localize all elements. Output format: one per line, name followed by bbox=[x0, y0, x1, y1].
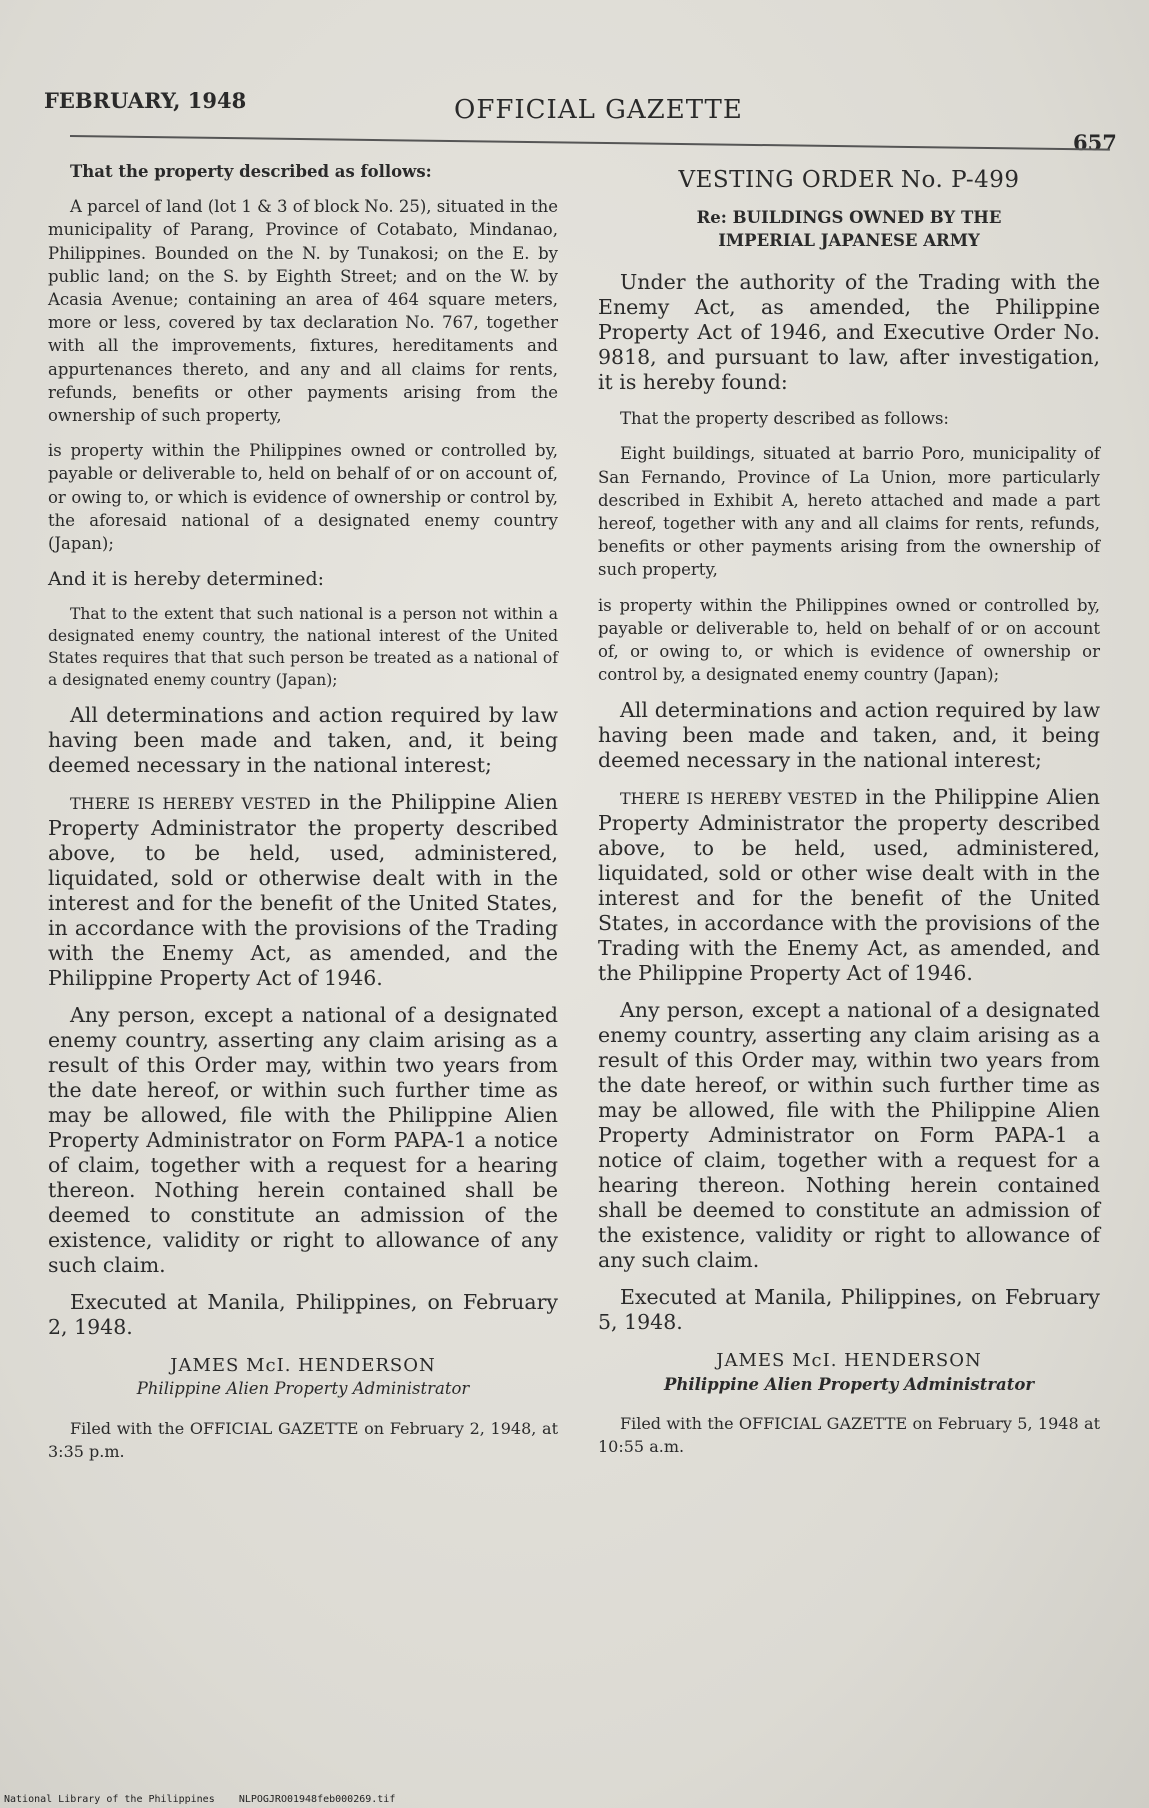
right-intro: That the property described as follows: bbox=[620, 409, 949, 429]
right-property-description: Eight buildings, situated at barrio Poro, municipality of San Fernando, Province of La Union, more particularly described in Exhibit A, hereto attached and made a part hereof, together with any and all claims for rents, refunds, benefits or other payments arising from the ownership of such property, bbox=[598, 444, 1100, 580]
order-re-line1: Re: BUILDINGS OWNED BY THE bbox=[696, 208, 1002, 228]
right-signatory-title: Philippine Alien Property Administrator bbox=[663, 1374, 1035, 1394]
left-signatory-title: Philippine Alien Property Administrator bbox=[136, 1379, 470, 1399]
right-authority: Under the authority of the Trading with the Enemy Act, as amended, the Philippine Property Act of 1946, and Executive Order No. 9818, and pursuant to law, after investigation, it is hereby found: bbox=[598, 270, 1100, 395]
right-all-determinations: All determinations and action required by law having been made and taken, and, it being deemed necessary in the national interest; bbox=[598, 698, 1100, 773]
right-is-property: is property within the Philippines owned or controlled by, payable or deliverable to, held on behalf of or on account of, or owing to, or which is evidence of ownership or control by, a designated enemy country (Japan); bbox=[598, 595, 1100, 685]
right-vested-lead: THERE IS HEREBY VESTED bbox=[620, 789, 858, 809]
order-re bbox=[598, 206, 1100, 252]
left-signatory: JAMES McI. HENDERSON bbox=[170, 1355, 436, 1377]
right-filed: Filed with the OFFICIAL GAZETTE on February 5, 1948 at 10:55 a.m. bbox=[598, 1413, 1100, 1457]
footer-library: National Library of the Philippines bbox=[4, 1794, 215, 1805]
right-vested-text: in the Philippine Alien Property Administrator the property described above, to be held, used, administered, liquidated, sold or other wise dealt with in the interest and for the benefit of the United States, in accordance with the provisions of the Trading with the Enemy Act, as amended, and the Philippine Property Act of 1946. bbox=[598, 785, 1101, 986]
left-determined-heading: And it is hereby determined: bbox=[48, 568, 325, 591]
left-vested-lead: THERE IS HEREBY VESTED bbox=[70, 794, 311, 814]
left-is-property: is property within the Philippines owned or controlled by, payable or deliverable to, held on behalf of or on account of, or owing to, or which is evidence of ownership or control by, the aforesaid national of a designated enemy country (Japan); bbox=[48, 441, 558, 554]
header-publication: OFFICIAL GAZETTE bbox=[454, 95, 743, 125]
order-re-line2: IMPERIAL JAPANESE ARMY bbox=[718, 231, 980, 251]
left-column bbox=[48, 160, 558, 1475]
right-vested-paragraph bbox=[598, 785, 1100, 986]
left-property-description: A parcel of land (lot 1 & 3 of block No. 25), situated in the municipality of Parang, Province of Cotabato, Mindanao, Philippines. Bounded on the N. by Tunakosi; on the E. by public land; on the S. by Eighth Street; and on the W. by Acasia Avenue; containing an area of 464 square meters, more or less, covered by tax declaration No. 767, together with all the improvements, fixtures, hereditaments and appurtenances thereto, and any and all claims for rents, refunds, benefits or other payments arising from the ownership of such property, bbox=[48, 197, 558, 426]
left-any-person: Any person, except a national of a designated enemy country, asserting any claim arising as a result of this Order may, within two years from the date hereof, or within such further time as may be allowed, file with the Philippine Alien Property Administrator on Form PAPA-1 a notice of claim, together with a request for a hearing thereon. Nothing herein contained shall be deemed to constitute an admission of the existence, validity or right to allowance of any such claim. bbox=[48, 1003, 558, 1278]
right-signatory: JAMES McI. HENDERSON bbox=[716, 1350, 982, 1372]
left-vested-text: in the Philippine Alien Property Administrator the property described above, to be held, used, administered, liquidated, sold or otherwise dealt with in the interest and for the benefit of the United States, in accordance with the provisions of the Trading with the Enemy Act, as amended, and the Philippine Property Act of 1946. bbox=[48, 790, 559, 991]
right-any-person: Any person, except a national of a designated enemy country, asserting any claim arising as a result of this Order may, within two years from the date hereof, or within such further time as may be allowed, file with the Philippine Alien Property Administrator on Form PAPA-1 a notice of claim, together with a request for a hearing thereon. Nothing herein contained shall be deemed to constitute an admission of the existence, validity or right to allowance of any such claim. bbox=[598, 998, 1100, 1273]
left-filed: Filed with the OFFICIAL GAZETTE on February 2, 1948, at 3:35 p.m. bbox=[48, 1418, 558, 1461]
footer-file-id: NLPOGJRO01948feb000269.tif bbox=[238, 1794, 396, 1805]
page-number: 657 bbox=[1073, 130, 1117, 155]
header-date: FEBRUARY, 1948 bbox=[44, 88, 247, 113]
left-all-determinations: All determinations and action required by law having been made and taken, and, it being deemed necessary in the national interest; bbox=[48, 703, 558, 778]
order-title: VESTING ORDER No. P-499 bbox=[678, 167, 1020, 193]
scan-footer bbox=[4, 1794, 395, 1805]
left-intro: That the property described as follows: bbox=[70, 162, 432, 181]
header-rule bbox=[70, 135, 1110, 151]
left-executed: Executed at Manila, Philippines, on February 2, 1948. bbox=[48, 1290, 558, 1340]
left-determined-text: That to the extent that such national is a person not within a designated enemy country, the national interest of the United States requires that that such person be treated as a national of a designated enemy country (Japan); bbox=[48, 605, 558, 690]
right-executed: Executed at Manila, Philippines, on February 5, 1948. bbox=[598, 1285, 1100, 1335]
right-column bbox=[598, 165, 1100, 1470]
left-vested-paragraph bbox=[48, 790, 558, 991]
